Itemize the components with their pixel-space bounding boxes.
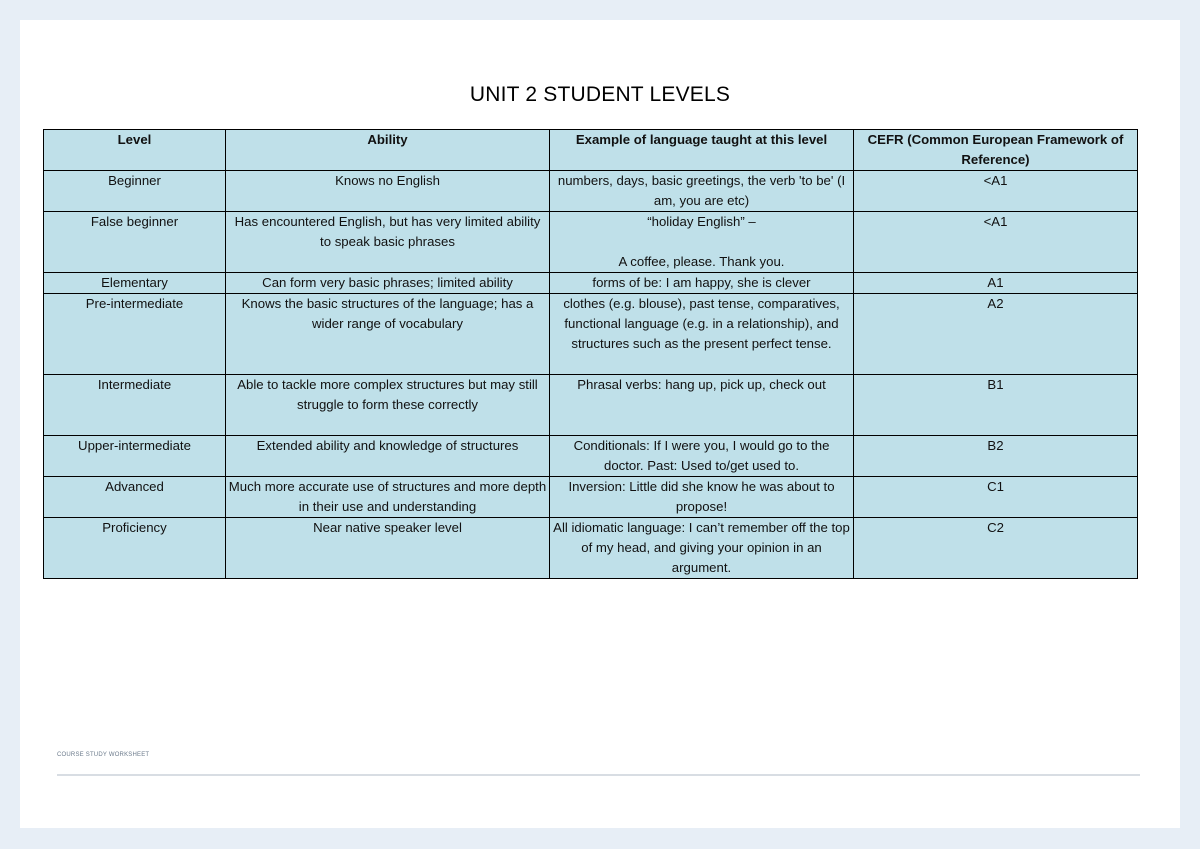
- cell-ability: Able to tackle more complex structures but may still struggle to form these correctly: [226, 375, 550, 436]
- cell-example: Conditionals: If I were you, I would go to the doctor. Past: Used to/get used to.: [550, 436, 854, 477]
- worksheet-page: [20, 20, 1180, 828]
- cell-example: clothes (e.g. blouse), past tense, comparatives, functional language (e.g. in a relationship), and structures such as the present perfect tense.: [550, 294, 854, 375]
- cell-example: Inversion: Little did she know he was about to propose!: [550, 477, 854, 518]
- cell-example: All idiomatic language: I can’t remember off the top of my head, and giving your opinion in an argument.: [550, 518, 854, 579]
- header-ability: Ability: [226, 130, 550, 171]
- cell-cefr: C1: [854, 477, 1138, 518]
- cell-cefr: <A1: [854, 212, 1138, 273]
- cell-cefr: <A1: [854, 171, 1138, 212]
- table-row: [44, 518, 1138, 579]
- cell-level: Pre-intermediate: [44, 294, 226, 375]
- cell-ability: Knows the basic structures of the language; has a wider range of vocabulary: [226, 294, 550, 375]
- cell-ability: Extended ability and knowledge of structures: [226, 436, 550, 477]
- cell-ability: Near native speaker level: [226, 518, 550, 579]
- cell-ability: Can form very basic phrases; limited ability: [226, 273, 550, 294]
- header-example: Example of language taught at this level: [550, 130, 854, 171]
- page-title: UNIT 2 STUDENT LEVELS: [469, 83, 731, 106]
- cell-ability: Has encountered English, but has very limited ability to speak basic phrases: [226, 212, 550, 273]
- table-row: [44, 273, 1138, 294]
- cell-cefr: B1: [854, 375, 1138, 436]
- cell-cefr: A1: [854, 273, 1138, 294]
- student-levels-table: [43, 129, 1138, 579]
- header-level: Level: [44, 130, 226, 171]
- table-row: [44, 212, 1138, 273]
- cell-level: Proficiency: [44, 518, 226, 579]
- table-header-row: [44, 130, 1138, 171]
- cell-ability: Much more accurate use of structures and more depth in their use and understanding: [226, 477, 550, 518]
- cell-example: “holiday English” – A coffee, please. Thank you.: [550, 212, 854, 273]
- cell-example: forms of be: I am happy, she is clever: [550, 273, 854, 294]
- table-row: [44, 171, 1138, 212]
- cell-level: Upper-intermediate: [44, 436, 226, 477]
- cell-level: Advanced: [44, 477, 226, 518]
- table-row: [44, 375, 1138, 436]
- cell-ability: Knows no English: [226, 171, 550, 212]
- footer-divider: [57, 774, 1140, 776]
- cell-example: Phrasal verbs: hang up, pick up, check out: [550, 375, 854, 436]
- cell-cefr: A2: [854, 294, 1138, 375]
- cell-cefr: C2: [854, 518, 1138, 579]
- cell-cefr: B2: [854, 436, 1138, 477]
- header-cefr: CEFR (Common European Framework of Reference): [854, 130, 1138, 171]
- footer-label: COURSE STUDY WORKSHEET: [57, 752, 150, 758]
- table-row: [44, 294, 1138, 375]
- table-row: [44, 477, 1138, 518]
- cell-level: False beginner: [44, 212, 226, 273]
- cell-example: numbers, days, basic greetings, the verb 'to be' (I am, you are etc): [550, 171, 854, 212]
- cell-level: Elementary: [44, 273, 226, 294]
- cell-level: Intermediate: [44, 375, 226, 436]
- table-row: [44, 436, 1138, 477]
- cell-level: Beginner: [44, 171, 226, 212]
